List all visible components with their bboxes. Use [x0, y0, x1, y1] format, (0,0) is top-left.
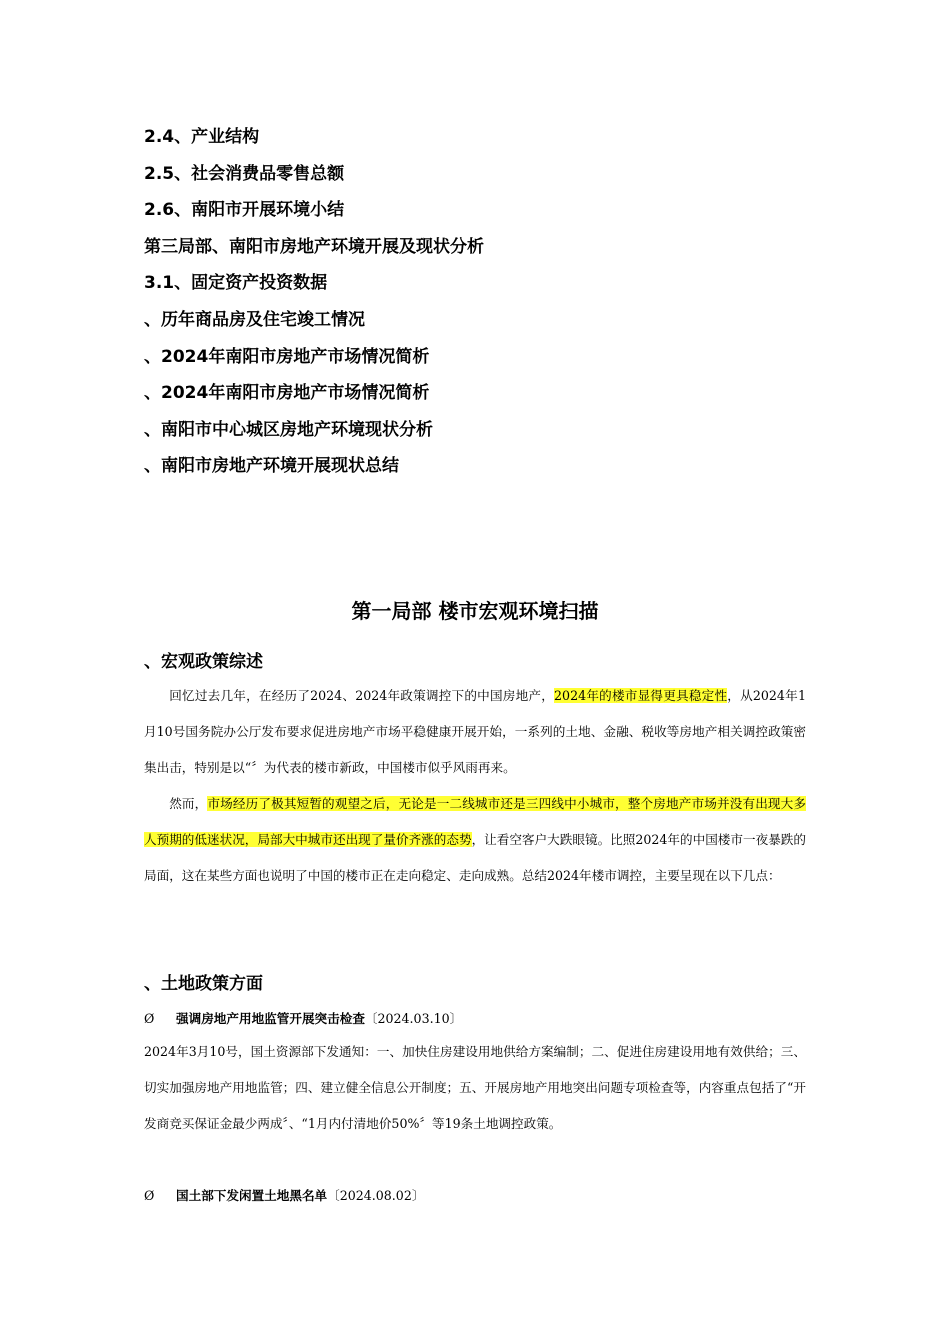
highlighted-text: 市场经历了极其短暂的观望之后，无论是一二线城市还是三四线中小城市，整个房地产市场并没有出现大多人预期的低迷状况，局部大中城市还出现了量价齐涨的态势	[144, 796, 807, 847]
text-run: ，从2024年1月10号国务院办公厅发布要求促进房地产市场平稳健康开展开始，一系列的土地、金融、税收等房地产相关调控政策密集出击，特别是以“〞为代表的楼市新政，中国楼市似乎风雨再来。	[144, 688, 806, 775]
paragraph	[144, 678, 806, 786]
bullet-body	[144, 1034, 806, 1142]
toc-item: 、南阳市中心城区房地产环境现状分析	[144, 419, 433, 440]
toc-item: 3.1、固定资产投资数据	[144, 273, 328, 294]
paragraph: 2024年3月10号，国土资源部下发通知：一、加快住房建设用地供给方案编制；二、促进住房建设用地有效供给；三、切实加强房地产用地监管；四、建立健全信息公开制度；五、开展房地产用地突出问题专项检查等，内容重点包括了“开发商竞买保证金最少两成〞、“1月内付清地价50%〞等19条土地调控政策。	[144, 1044, 806, 1131]
toc-item: 2.6、南阳市开展环境小结	[144, 200, 345, 221]
part-title: 第一局部 楼市宏观环境扫描	[351, 599, 599, 623]
toc-item: 、历年商品房及住宅竣工情况	[144, 309, 365, 330]
text-run: 回忆过去几年，在经历了2024、2024年政策调控下的中国房地产，	[169, 688, 555, 703]
toc-item: 2.4、产业结构	[144, 127, 260, 147]
bullet-date: 〔2024.08.02〕	[327, 1188, 425, 1203]
table-of-contents	[144, 124, 824, 490]
section-body-macro-policy	[144, 678, 806, 894]
text-run: 然而，	[169, 796, 208, 811]
bullet-date: 〔2024.03.10〕	[364, 1011, 463, 1026]
bullet-title: 国土部下发闲置土地黑名单	[176, 1188, 328, 1203]
section-heading-land-policy: 、土地政策方面	[144, 974, 263, 994]
paragraph	[144, 786, 806, 894]
text-run: ，让看空客户大跌眼镜。比照2024年的中国楼市一夜暴跌的局面，这在某些方面也说明了中国的楼市正在走向稳定、走向成熟。总结2024年楼市调控，主要呈现在以下几点：	[144, 832, 806, 883]
bullet-mark: Ø	[144, 1188, 155, 1203]
toc-item: 、2024年南阳市房地产市场情况简析	[144, 383, 430, 404]
bullet-item	[144, 1185, 806, 1207]
bullet-title: 强调房地产用地监管开展突击检查	[176, 1011, 365, 1026]
toc-item: 2.5、社会消费品零售总额	[144, 163, 345, 184]
bullet-item	[144, 1008, 806, 1030]
highlighted-text: 2024年的楼市显得更具稳定性	[554, 688, 728, 703]
toc-item: 、2024年南阳市房地产市场情况简析	[144, 346, 430, 367]
bullet-mark: Ø	[144, 1011, 155, 1026]
toc-item: 第三局部、南阳市房地产环境开展及现状分析	[144, 236, 484, 257]
toc-item: 、南阳市房地产环境开展现状总结	[144, 456, 399, 477]
section-heading-macro-policy: 、宏观政策综述	[144, 652, 263, 672]
